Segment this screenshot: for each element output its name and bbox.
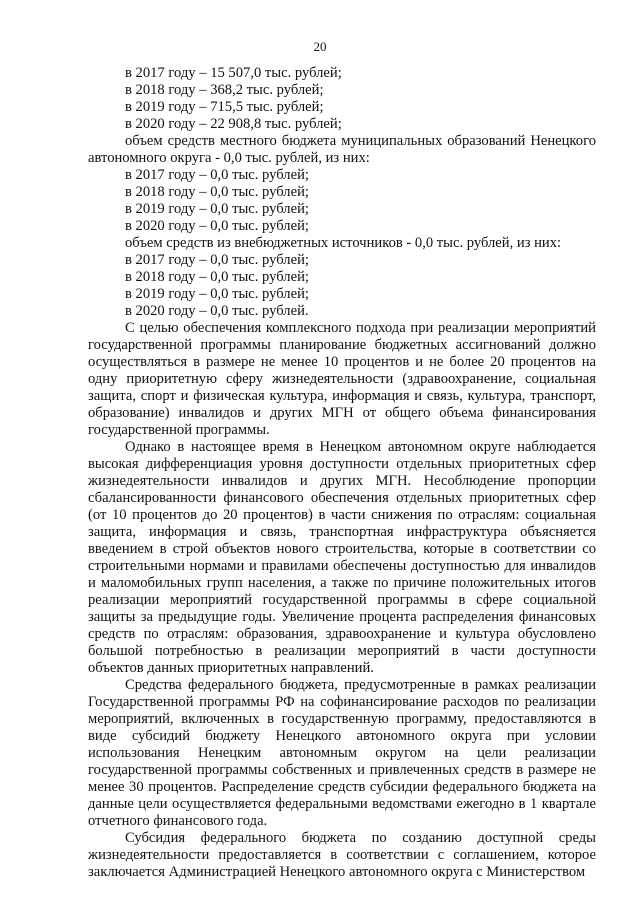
extrabudget-year-2018: в 2018 году – 0,0 тыс. рублей; [125, 269, 309, 285]
federal-year-2017: в 2017 году – 15 507,0 тыс. рублей; [125, 65, 342, 81]
document-body [88, 65, 596, 881]
federal-year-2019: в 2019 году – 715,5 тыс. рублей; [125, 99, 324, 115]
local-budget-heading: объем средств местного бюджета муниципальных образований Ненецкого автономного округа - 0,0 тыс. рублей, из них: [88, 133, 596, 166]
federal-year-2020: в 2020 году – 22 908,8 тыс. рублей; [125, 116, 342, 132]
local-year-2020: в 2020 году – 0,0 тыс. рублей; [125, 218, 309, 234]
local-year-2019: в 2019 году – 0,0 тыс. рублей; [125, 201, 309, 217]
extrabudget-heading: объем средств из внебюджетных источников - 0,0 тыс. рублей, из них: [125, 235, 562, 251]
local-year-2017: в 2017 году – 0,0 тыс. рублей; [125, 167, 309, 183]
local-year-2018: в 2018 году – 0,0 тыс. рублей; [125, 184, 309, 200]
federal-year-2018: в 2018 году – 368,2 тыс. рублей; [125, 82, 324, 98]
extrabudget-year-2017: в 2017 году – 0,0 тыс. рублей; [125, 252, 309, 268]
paragraph-subsidy: Субсидия федерального бюджета по созданию доступной среды жизнедеятельности предоставляется в соответствии с соглашением, которое заключается Администрацией Ненецкого автономного округа с Министерством [88, 830, 596, 880]
page-number: 20 [313, 39, 327, 54]
paragraph-planning: С целью обеспечения комплексного подхода при реализации мероприятий государственной программы планирование бюджетных ассигнований должно осуществляться в размере не менее 10 процентов и не более 20 процентов на одну приоритетную сферу жизнедеятельности (здравоохранение, социальная защита, спорт и физическая культура, информация и связь, культура, транспорт, образование) инвалидов и других МГН от общего объема финансирования государственной программы. [88, 320, 596, 438]
paragraph-federal-funds: Средства федерального бюджета, предусмотренные в рамках реализации Государственной программы РФ на софинансирование расходов по реализации мероприятий, включенных в государственную программу, предоставляются в виде субсидий бюджету Ненецкого автономного округа при условии использования Ненецким автономным округом на цели реализации государственной программы собственных и привлеченных средств в размере не менее 30 процентов. Распределение средств субсидии федерального бюджета на данные цели осуществляется федеральными ведомствами ежегодно в 1 квартале отчетного финансового года. [88, 677, 596, 829]
paragraph-differentiation: Однако в настоящее время в Ненецком автономном округе наблюдается высокая дифференциация уровня доступности отдельных приоритетных сфер жизнедеятельности инвалидов и других МГН. Несоблюдение пропорции сбалансированности финансового обеспечения отдельных приоритетных сфер (от 10 процентов до 20 процентов) в части снижения по отраслям: социальная защита, информация и связь, транспортная инфраструктура объясняется введением в строй объектов нового строительства, которые в соответствии со строительными нормами и правилами обеспечены доступностью для инвалидов и маломобильных групп населения, а также по причине положительных итогов реализации мероприятий государственной программы в сфере социальной защиты за предыдущие годы. Увеличение процента распределения финансовых средств по отраслям: образования, здравоохранение и культура обусловлено большой потребностью в реализации мероприятий в части доступности объектов данных приоритетных направлений. [88, 439, 596, 676]
extrabudget-year-2020: в 2020 году – 0,0 тыс. рублей. [125, 303, 309, 319]
extrabudget-year-2019: в 2019 году – 0,0 тыс. рублей; [125, 286, 309, 302]
